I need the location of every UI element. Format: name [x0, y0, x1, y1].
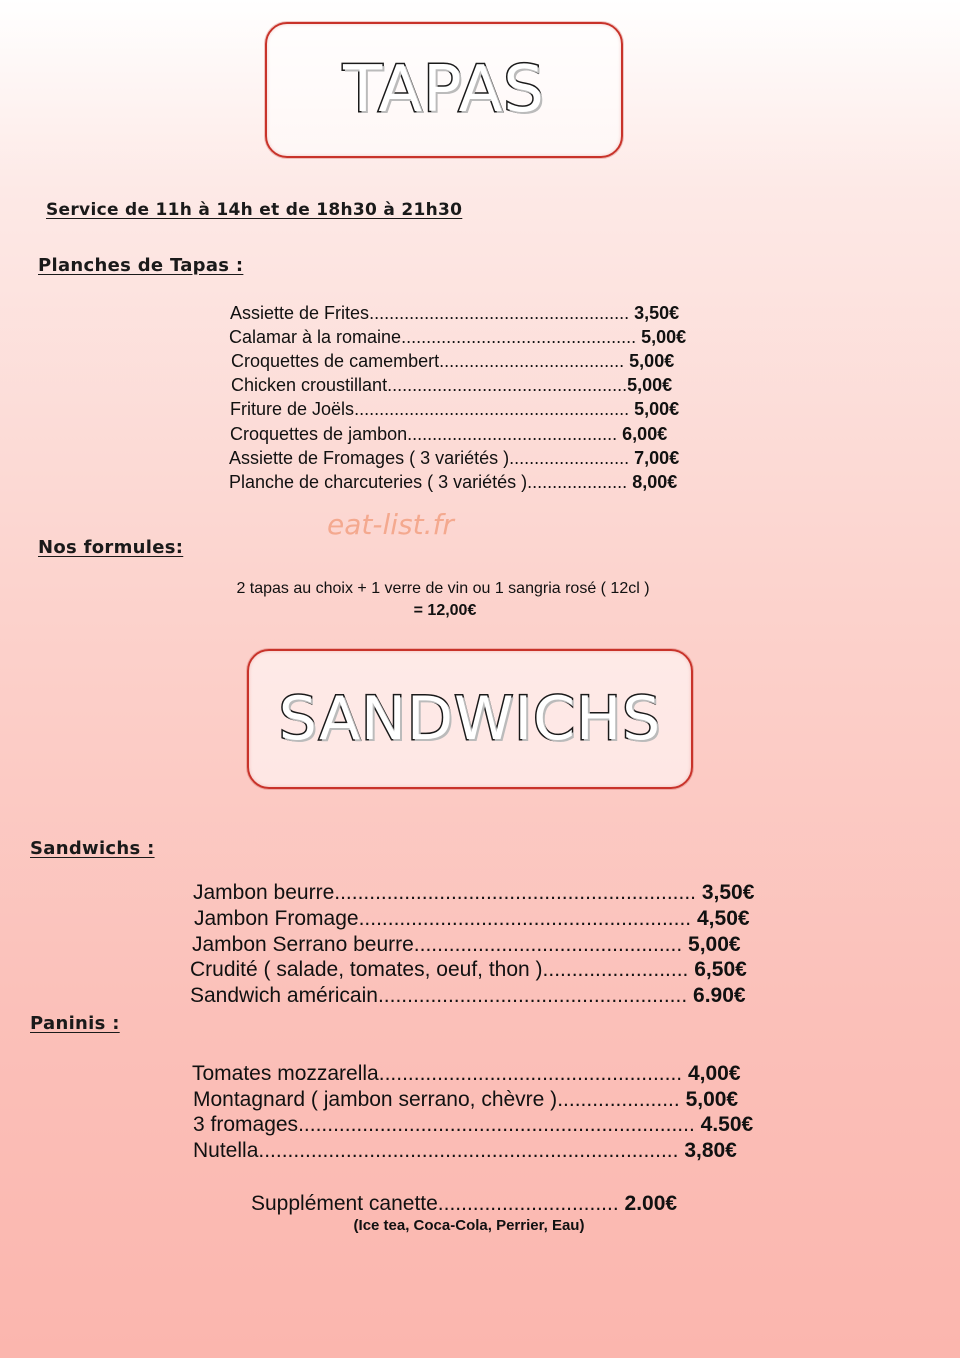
paninis-label: Paninis : [30, 1013, 120, 1034]
panini-item: Montagnard ( jambon serrano, chèvre )..................... 5,00€ [193, 1088, 739, 1111]
panini-item: Nutella........................................................................ 3,80€ [193, 1139, 737, 1162]
tapas-item: Assiette de Fromages ( 3 variétés )........................ 7,00€ [229, 448, 680, 468]
sandwich-item: Sandwich américain..................................................... 6.90€ [190, 984, 746, 1007]
tapas-item: Croquettes de jambon.......................................... 6,00€ [230, 424, 668, 444]
formule-text: 2 tapas au choix + 1 verre de vin ou 1 sangria rosé ( 12cl ) [236, 580, 650, 597]
tapas-item: Assiette de Frites.................................................... 3,50€ [230, 303, 680, 323]
tapas-title-box [265, 22, 623, 158]
tapas-item: Croquettes de camembert..................................... 5,00€ [231, 351, 675, 371]
tapas-item: Chicken croustillant................................................5,00€ [231, 375, 673, 395]
service-hours: Service de 11h à 14h et de 18h30 à 21h30 [46, 200, 463, 220]
sandwichs-label: Sandwichs : [30, 838, 155, 859]
watermark: eat-list.fr [327, 508, 454, 541]
tapas-item: Planche de charcuteries ( 3 variétés ).................... 8,00€ [229, 472, 678, 492]
supplement-note: (Ice tea, Coca-Cola, Perrier, Eau) [353, 1217, 585, 1234]
tapas-item: Calamar à la romaine............................................... 5,00€ [229, 327, 687, 347]
sandwich-item: Jambon beurre.............................................................. 3,50€ [193, 881, 755, 904]
sandwichs-title-box [247, 649, 693, 789]
sandwich-item: Crudité ( salade, tomates, oeuf, thon )......................... 6,50€ [190, 958, 747, 981]
formule-price: = 12,00€ [413, 602, 477, 619]
sandwich-item: Jambon Fromage......................................................... 4,50€ [194, 907, 750, 930]
sandwichs-title: SANDWICHS [278, 684, 662, 754]
tapas-title: TAPAS [343, 53, 545, 127]
supplement-item: Supplément canette............................... 2.00€ [251, 1192, 678, 1215]
planches-label: Planches de Tapas : [38, 255, 244, 276]
formules-label: Nos formules: [38, 537, 184, 558]
tapas-item: Friture de Joëls....................................................... 5,00€ [230, 399, 680, 419]
panini-item: 3 fromages.................................................................... 4.50€ [193, 1113, 754, 1136]
sandwich-item: Jambon Serrano beurre.............................................. 5,00€ [192, 933, 741, 956]
panini-item: Tomates mozzarella.................................................... 4,00€ [192, 1062, 741, 1085]
